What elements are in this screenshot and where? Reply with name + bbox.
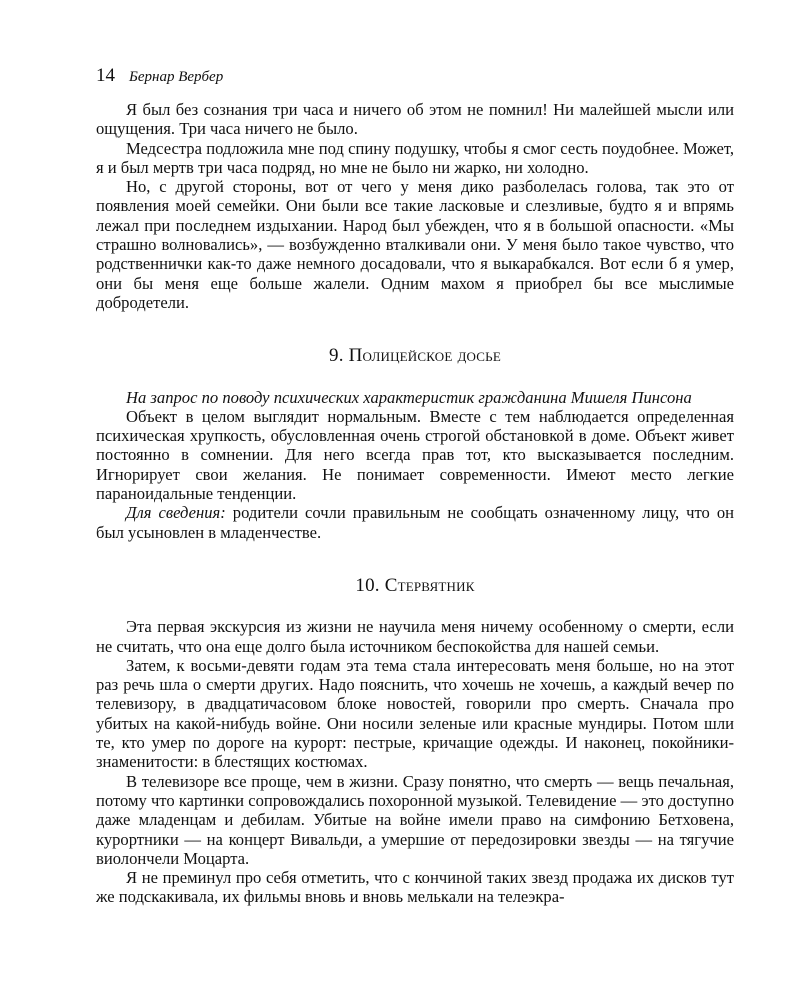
- page-number: 14: [96, 65, 115, 86]
- paragraph: Но, с другой стороны, вот от чего у меня дико разболелась голова, так это от появления моей семейки. Они были все такие ласковые и слезливые, будто я и впрямь лежал при последнем издыхании. Народ был убежден, что я в большой опасности. «Мы страшно волновались», — возбужденно вталкивали они. У меня было такое чувство, что родственнички как-то даже немного досадовали, что я выкарабкался. Вот если б я умер, они бы меня еще больше жалели. Одним махом я приобрел бы все мыслимые добродетели.: [96, 177, 734, 312]
- paragraph: Я не преминул про себя отметить, что с кончиной таких звезд продажа их дисков тут же подскакивала, их фильмы вновь и вновь мелькали на телеэкра-: [96, 868, 734, 907]
- paragraph: Медсестра подложила мне под спину подушку, чтобы я смог сесть поудобнее. Может, я и был мертв три часа подряд, но мне не было ни жарко, ни холодно.: [96, 138, 734, 177]
- paragraph: Эта первая экскурсия из жизни не научила меня ничему особенному о смерти, если не считать, что она еще долго была источником беспокойства для нашей семьи.: [96, 617, 734, 656]
- paragraph: Я был без сознания три часа и ничего об этом не помнил! Ни малейшей мысли или ощущения. Три часа ничего не было.: [96, 100, 734, 139]
- running-header: [96, 66, 734, 88]
- note-paragraph: [96, 503, 734, 542]
- running-head-author: Бернар Вербер: [129, 69, 224, 85]
- paragraph: Затем, к восьми-девяти годам эта тема стала интересовать меня больше, но на этот раз речь шла о смерти других. Надо пояснить, что хочешь не хочешь, а каждый вечер по телевизору, в двадцатичасовом блоке новостей, говорили про смерть. Сначала про убитых на какой-нибудь войне. Они носили зеленые или красные мундиры. Потом шли те, кто умер по дороге на курорт: пестрые, кричащие одежды. И наконец, покойники-знаменитости: в блестящих костюмах.: [96, 655, 734, 772]
- note-label: Для сведения:: [126, 503, 226, 523]
- note-text: родители сочли правильным не сообщать означенному лицу, что он был усыновлен в младенчестве.: [96, 503, 735, 542]
- book-page: [96, 66, 734, 907]
- paragraph: Объект в целом выглядит нормальным. Вместе с тем наблюдается определенная психическая хрупкость, обусловленная очень строгой обстановкой в доме. Объект живет постоянно в сомнении. Для него всегда прав тот, кто высказывается последним. Игнорирует свои желания. Не понимает современности. Имеют место легкие параноидальные тенденции.: [96, 406, 734, 504]
- chapter-heading-9: 9. Полицейское досье: [329, 345, 501, 367]
- chapter-subtitle: На запрос по поводу психических характеристик гражданина Мишеля Пинсона: [126, 387, 692, 407]
- paragraph: В телевизоре все проще, чем в жизни. Сразу понятно, что смерть — вещь печальная, потому что картинки сопровождались похоронной музыкой. Телевидение — это доступно даже младенцам и дебилам. Убитые на войне имели право на симфонию Бетховена, курортники — на концерт Вивальди, а умершие от передозировки звезды — на тягучие виолончели Моцарта.: [96, 771, 734, 868]
- chapter-heading-10: 10. Стервятник: [355, 574, 475, 596]
